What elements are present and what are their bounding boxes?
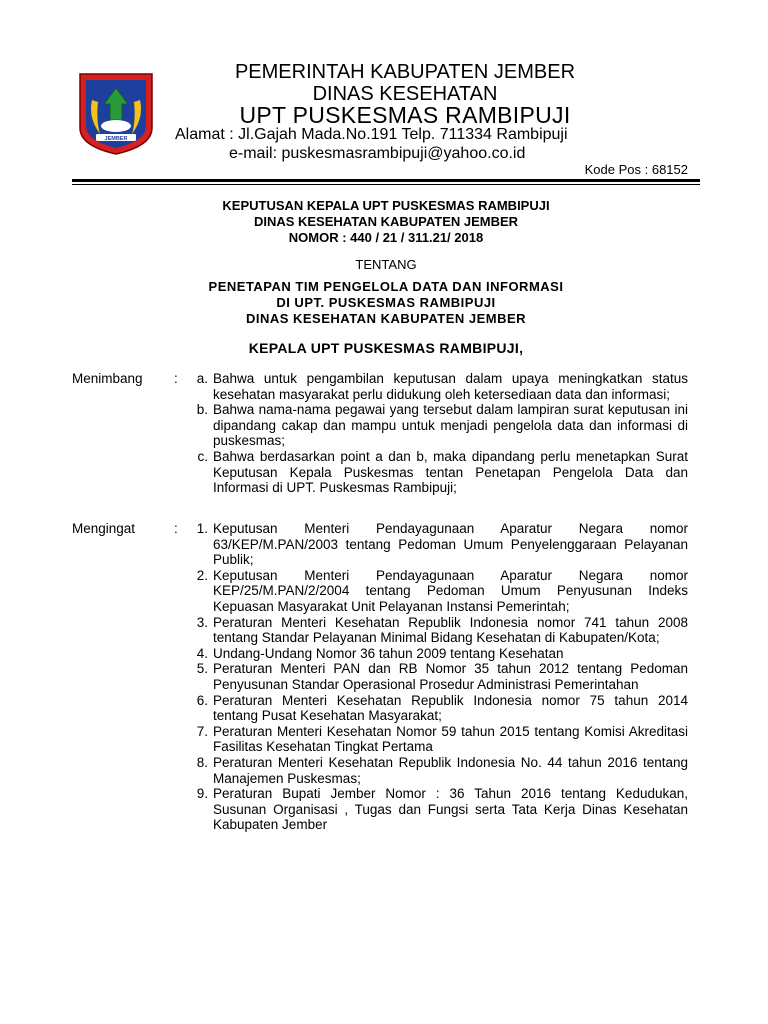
decree-number: NOMOR : 440 / 21 / 311.21/ 2018 [288, 230, 484, 245]
mengingat-item-text: Keputusan Menteri Pendayagunaan Aparatur Negara nomor 63/KEP/M.PAN/2003 tentang Pedoman Umum Penyelenggaraan Pelayanan Publik; [213, 521, 688, 568]
menimbang-list [188, 371, 688, 496]
mengingat-item-marker: 5. [196, 661, 208, 677]
mengingat-item-text: Peraturan Menteri Kesehatan Nomor 59 tahun 2015 tentang Komisi Akreditasi Fasilitas Kesehatan Tingkat Pertama [213, 723, 688, 755]
mengingat-item-marker: 1. [196, 521, 208, 536]
mengingat-colon: : [174, 521, 178, 536]
decree-department: DINAS KESEHATAN KABUPATEN JEMBER [253, 214, 519, 229]
decree-subject-line3: DINAS KESEHATAN KABUPATEN JEMBER [245, 311, 527, 326]
mengingat-item-marker: 3. [196, 614, 208, 630]
mengingat-item-marker: 8. [196, 754, 208, 770]
mengingat-item-text: Peraturan Menteri Kesehatan Republik Indonesia No. 44 tahun 2016 tentang Manajemen Puskesmas; [213, 754, 688, 786]
menimbang-label: Menimbang [72, 371, 143, 386]
mengingat-item-text: Peraturan Menteri PAN dan RB Nomor 35 tahun 2012 tentang Pedoman Penyusunan Standar Operasional Prosedur Administrasi Pemerintahan [213, 661, 688, 692]
header-address: Alamat : Jl.Gajah Mada.No.191 Telp. 711334 Rambipuji [175, 126, 568, 143]
mengingat-item-marker: 6. [196, 692, 208, 708]
jember-regency-logo [76, 70, 156, 156]
decree-kepala: KEPALA UPT PUSKESMAS RAMBIPUJI, [248, 340, 524, 356]
mengingat-item [188, 786, 688, 833]
mengingat-item-text: Peraturan Menteri Kesehatan Republik Indonesia nomor 741 tahun 2008 tentang Standar Pelayanan Minimal Bidang Kesehatan di Kabupaten/Kota; [213, 614, 688, 646]
decree-subject-line1: PENETAPAN TIM PENGELOLA DATA DAN INFORMASI [208, 279, 564, 294]
mengingat-item [188, 661, 688, 692]
menimbang-item-text: Bahwa nama-nama pegawai yang tersebut dalam lampiran surat keputusan ini dipandang cakap dan mampu untuk menjadi pengelola data dan informasi di puskesmas; [213, 402, 688, 449]
decree-subject-line2: DI UPT. PUSKESMAS RAMBIPUJI [276, 295, 496, 310]
mengingat-item [188, 755, 688, 786]
menimbang-colon: : [174, 371, 178, 386]
header-institution: UPT PUSKESMAS RAMBIPUJI [239, 102, 571, 128]
mengingat-item [188, 724, 688, 755]
menimbang-item-marker: a. [196, 371, 208, 386]
mengingat-item-text: Undang-Undang Nomor 36 tahun 2009 tentang Kesehatan [213, 645, 564, 661]
header-government: PEMERINTAH KABUPATEN JEMBER [234, 61, 576, 83]
menimbang-item [188, 371, 688, 402]
mengingat-item [188, 693, 688, 724]
decree-title: KEPUTUSAN KEPALA UPT PUSKESMAS RAMBIPUJI [222, 198, 550, 213]
mengingat-item-marker: 2. [196, 567, 208, 583]
menimbang-item [188, 449, 688, 496]
mengingat-item [188, 521, 688, 568]
mengingat-list [188, 521, 688, 833]
mengingat-item-text: Peraturan Menteri Kesehatan Republik Indonesia nomor 75 tahun 2014 tentang Pusat Kesehatan Masyarakat; [213, 692, 688, 724]
mengingat-item [188, 615, 688, 646]
header-rule-thin [72, 184, 700, 185]
header-email: e-mail: puskesmasrambipuji@yahoo.co.id [229, 145, 526, 162]
menimbang-item [188, 402, 688, 449]
logo-label: JEMBER [104, 136, 128, 142]
mengingat-item [188, 568, 688, 615]
mengingat-item [188, 646, 688, 662]
mengingat-label: Mengingat [72, 521, 136, 536]
header-department: DINAS KESEHATAN [312, 83, 498, 105]
menimbang-item-marker: b. [196, 402, 208, 418]
menimbang-item-text: Bahwa berdasarkan point a dan b, maka dipandang perlu menetapkan Surat Keputusan Kepala Puskesmas tentan Penetapan Pengelola Data dan Informasi di UPT. Puskesmas Rambipuji; [213, 448, 688, 496]
mengingat-item-marker: 9. [196, 786, 208, 802]
menimbang-item-marker: c. [197, 448, 208, 464]
mengingat-item-text: Keputusan Menteri Pendayagunaan Aparatur Negara nomor KEP/25/M.PAN/2/2004 tentang Pedoman Umum Penyusunan Indeks Kepuasan Masyarakat Unit Pelayanan Instansi Pemerintah; [213, 567, 688, 614]
mengingat-item-text: Peraturan Bupati Jember Nomor : 36 Tahun 2016 tentang Kedudukan, Susunan Organisasi , Tugas dan Fungsi serta Tata Kerja Dinas Kesehatan Kabupaten Jember [213, 786, 688, 833]
menimbang-item-text: Bahwa untuk pengambilan keputusan dalam upaya meningkatkan status kesehatan masyarakat perlu didukung oleh ketersediaan data dan informasi; [213, 371, 688, 402]
decree-tentang: TENTANG [355, 257, 417, 272]
mengingat-item-marker: 4. [196, 645, 208, 661]
header-rule-thick [72, 179, 700, 182]
mengingat-item-marker: 7. [196, 723, 208, 739]
header-postal-code: Kode Pos : 68152 [584, 162, 688, 177]
